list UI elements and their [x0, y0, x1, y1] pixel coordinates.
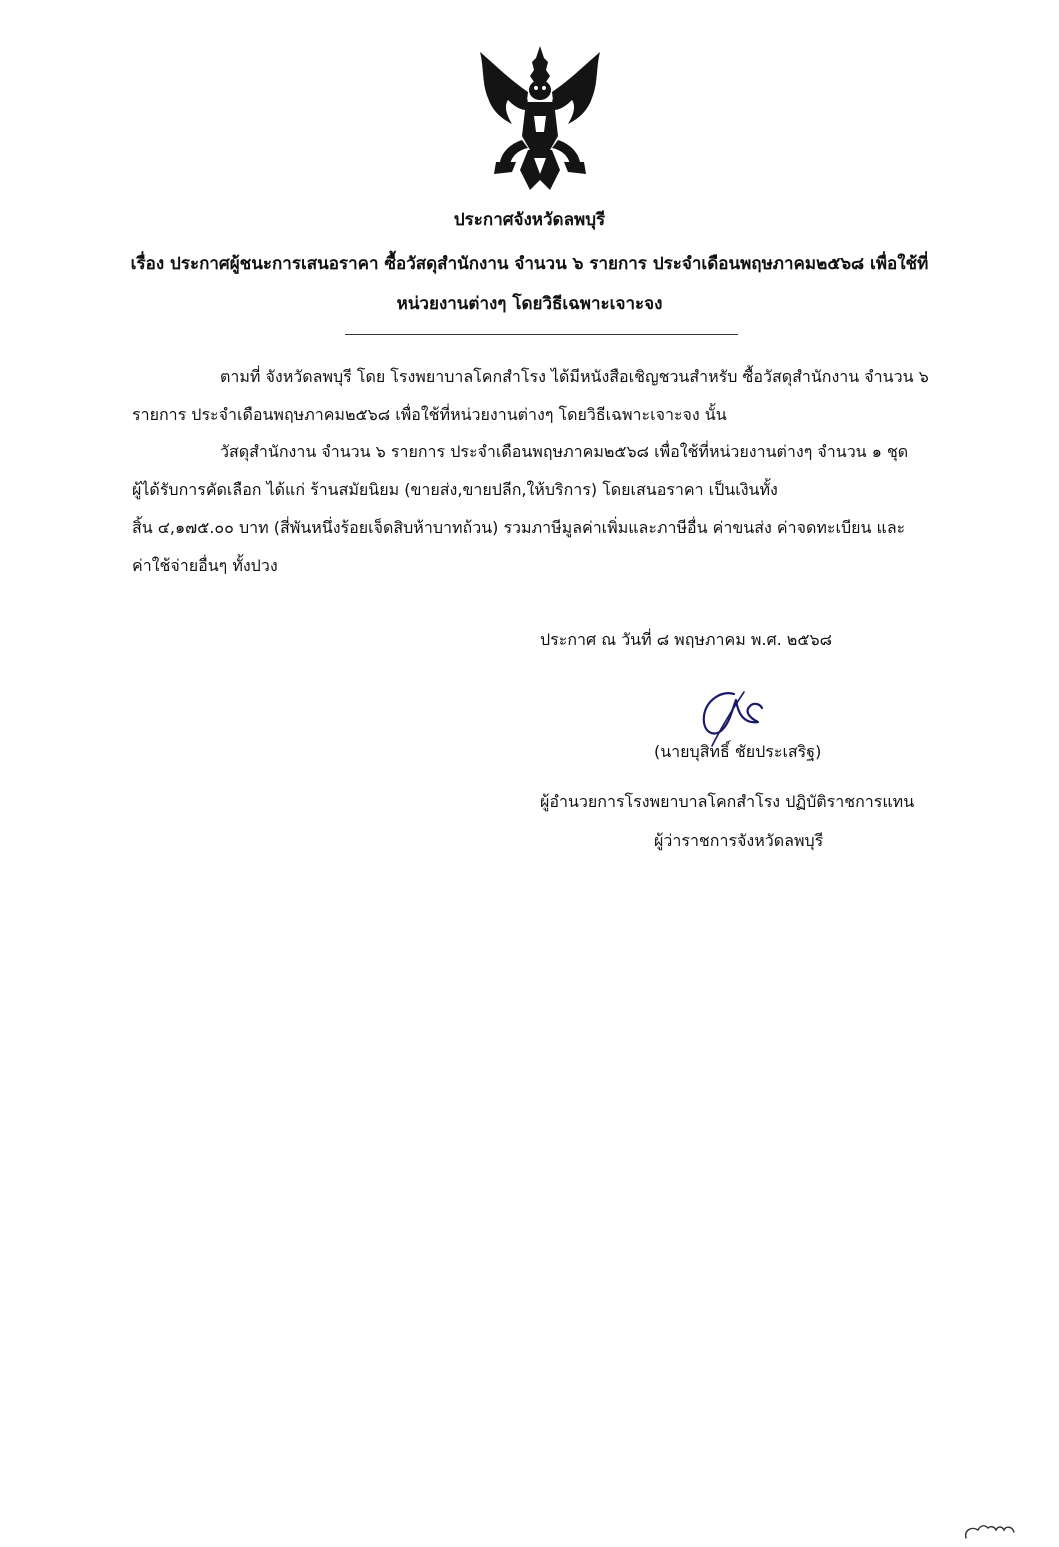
announcement-date: ประกาศ ณ วันที่ ๘ พฤษภาคม พ.ศ. ๒๕๖๘ [540, 630, 832, 649]
title-divider [345, 334, 738, 335]
garuda-emblem-icon [470, 40, 610, 196]
signer-name: (นายบุสิทธิ์ ชัยประเสริฐ) [654, 742, 822, 761]
body-paragraph-2-line-1: วัสดุสำนักงาน จำนวน ๖ รายการ ประจำเดือนพฤษภาคม๒๕๖๘ เพื่อใช้ที่หน่วยงานต่างๆ จำนวน ๑ ชุด [220, 442, 909, 461]
handwritten-initials-mark [960, 1518, 1020, 1544]
body-paragraph-1-line-2: รายการ ประจำเดือนพฤษภาคม๒๕๖๘ เพื่อใช้ที่หน่วยงานต่างๆ โดยวิธีเฉพาะเจาะจง นั้น [132, 405, 727, 424]
agency-title: ประกาศจังหวัดลพบุรี [453, 210, 606, 230]
body-paragraph-2-line-4: ค่าใช้จ่ายอื่นๆ ทั้งปวง [132, 556, 278, 575]
subject-line-2: หน่วยงานต่างๆ โดยวิธีเฉพาะเจาะจง [396, 294, 663, 314]
body-paragraph-2-line-3: สิ้น ๔,๑๗๕.๐๐ บาท (สี่พันหนึ่งร้อยเจ็ดสิบห้าบาทถ้วน) รวมภาษีมูลค่าเพิ่มและภาษีอื่น ค่าขนส่ง ค่าจดทะเบียน และ [132, 518, 906, 537]
body-paragraph-1-line-1: ตามที่ จังหวัดลพบุรี โดย โรงพยาบาลโคกสำโรง ได้มีหนังสือเชิญชวนสำหรับ ซื้อวัสดุสำนักงาน จำนวน ๖ [220, 367, 929, 386]
body-paragraph-2-line-2: ผู้ได้รับการคัดเลือก ได้แก่ ร้านสมัยนิยม (ขายส่ง,ขายปลีก,ให้บริการ) โดยเสนอราคา เป็นเงินทั้ง [132, 480, 778, 499]
subject-line-1: เรื่อง ประกาศผู้ชนะการเสนอราคา ซื้อวัสดุสำนักงาน จำนวน ๖ รายการ ประจำเดือนพฤษภาคม๒๕๖๘ เพื่อใช้ที่ [130, 254, 929, 274]
signer-office: ผู้ว่าราชการจังหวัดลพบุรี [654, 831, 824, 850]
signer-position: ผู้อำนวยการโรงพยาบาลโคกสำโรง ปฏิบัติราชการแทน [540, 792, 915, 811]
